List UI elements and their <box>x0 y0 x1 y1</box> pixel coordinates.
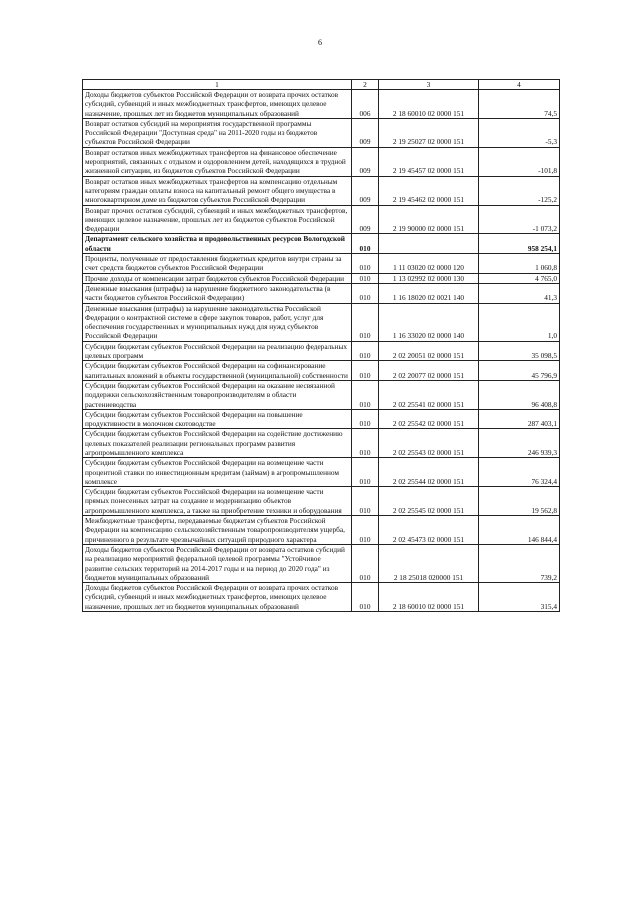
row-description: Субсидии бюджетам субъектов Российской Федерации на реализацию федеральных целевых программ <box>83 341 352 361</box>
row-budget-code: 1 16 33020 02 0000 140 <box>379 303 479 341</box>
row-budget-code: 2 19 25027 02 0000 151 <box>379 118 479 147</box>
row-budget-code: 1 13 02992 02 0000 130 <box>379 273 479 283</box>
row-budget-code: 2 18 60010 02 0000 151 <box>379 90 479 119</box>
row-description: Субсидии бюджетам субъектов Российской Федерации на повышение продуктивности в молочном скотоводстве <box>83 409 352 429</box>
row-admin-code: 010 <box>352 341 379 361</box>
row-admin-code: 010 <box>352 583 379 612</box>
row-amount: -125,2 <box>479 176 560 205</box>
table-row <box>83 429 560 458</box>
row-amount: -5,3 <box>479 118 560 147</box>
row-admin-code: 010 <box>352 283 379 303</box>
row-budget-code: 2 02 45473 02 0000 151 <box>379 516 479 545</box>
row-amount: -1 073,2 <box>479 205 560 234</box>
table-row <box>83 234 560 254</box>
row-admin-code: 009 <box>352 118 379 147</box>
row-amount: 4 765,0 <box>479 273 560 283</box>
row-amount: 739,2 <box>479 544 560 582</box>
row-amount: 45 796,9 <box>479 361 560 381</box>
table-row <box>83 273 560 283</box>
row-admin-code: 010 <box>352 303 379 341</box>
row-budget-code: 2 18 60010 02 0000 151 <box>379 583 479 612</box>
row-amount: -101,8 <box>479 147 560 176</box>
table-row <box>83 487 560 516</box>
row-description: Межбюджетные трансферты, передаваемые бюджетам субъектов Российской Федерации на компенсацию сельскохозяйственным товаропроизводителям ущерба, причиненного в результате чрезвычайных ситуаций природного характера <box>83 516 352 545</box>
table-row <box>83 409 560 429</box>
row-admin-code: 009 <box>352 176 379 205</box>
row-admin-code: 006 <box>352 90 379 119</box>
row-description: Доходы бюджетов субъектов Российской Федерации от возврата прочих остатков субсидий, субвенций и иных межбюджетных трансфертов, имеющих целевое назначение, прошлых лет из бюджетов муниципальных образований <box>83 583 352 612</box>
row-amount: 76 324,4 <box>479 458 560 487</box>
row-admin-code: 010 <box>352 409 379 429</box>
row-admin-code: 010 <box>352 429 379 458</box>
row-admin-code: 010 <box>352 361 379 381</box>
row-budget-code: 2 19 45462 02 0000 151 <box>379 176 479 205</box>
row-description: Субсидии бюджетам субъектов Российской Федерации на возмещение части процентной ставки по инвестиционным кредитам (займам) в агропромышленном комплексе <box>83 458 352 487</box>
row-description: Департамент сельского хозяйства и продовольственных ресурсов Вологодской области <box>83 234 352 254</box>
row-description: Денежные взыскания (штрафы) за нарушение бюджетного законодательства (в части бюджетов субъектов Российской Федерации) <box>83 283 352 303</box>
row-amount: 41,3 <box>479 283 560 303</box>
row-description: Субсидии бюджетам субъектов Российской Федерации на софинансирование капитальных вложений в объекты государственной (муниципальной) собственности <box>83 361 352 381</box>
row-budget-code <box>379 234 479 254</box>
row-admin-code: 010 <box>352 380 379 409</box>
row-amount: 19 562,8 <box>479 487 560 516</box>
row-admin-code: 010 <box>352 254 379 274</box>
page-number: 6 <box>318 38 322 47</box>
row-amount: 35 098,5 <box>479 341 560 361</box>
row-description: Доходы бюджетов субъектов Российской Федерации от возврата остатков субсидий на реализацию мероприятий федеральной целевой программы "Устойчивое развитие сельских территорий на 2014-2017 годы и на период до 2020 года" из бюджетов муниципальных образований <box>83 544 352 582</box>
row-amount: 1,0 <box>479 303 560 341</box>
row-budget-code: 2 02 25542 02 0000 151 <box>379 409 479 429</box>
row-budget-code: 2 02 25541 02 0000 151 <box>379 380 479 409</box>
row-amount: 74,5 <box>479 90 560 119</box>
column-header-4: 4 <box>479 80 560 90</box>
row-admin-code: 010 <box>352 544 379 582</box>
table-row <box>83 341 560 361</box>
row-description: Возврат остатков иных межбюджетных трансфертов на компенсацию отдельным категориям граждан оплаты взноса на капитальный ремонт общего имущества в многоквартирном доме из бюджетов субъектов Российской Федерации <box>83 176 352 205</box>
row-admin-code: 010 <box>352 487 379 516</box>
row-amount: 287 403,1 <box>479 409 560 429</box>
row-budget-code: 2 19 90000 02 0000 151 <box>379 205 479 234</box>
table-row <box>83 380 560 409</box>
row-amount: 246 939,3 <box>479 429 560 458</box>
row-budget-code: 2 18 25018 020000 151 <box>379 544 479 582</box>
row-admin-code: 010 <box>352 516 379 545</box>
row-admin-code: 009 <box>352 205 379 234</box>
row-amount: 96 408,8 <box>479 380 560 409</box>
row-budget-code: 2 02 25543 02 0000 151 <box>379 429 479 458</box>
column-header-2: 2 <box>352 80 379 90</box>
table-row <box>83 544 560 582</box>
row-admin-code: 009 <box>352 147 379 176</box>
row-amount: 315,4 <box>479 583 560 612</box>
row-amount: 1 060,8 <box>479 254 560 274</box>
table-row <box>83 361 560 381</box>
row-description: Субсидии бюджетам субъектов Российской Федерации на возмещение части прямых понесенных затрат на создание и модернизацию объектов агропромышленного комплекса, а также на приобретение техники и оборудования <box>83 487 352 516</box>
row-budget-code: 1 11 03020 02 0000 120 <box>379 254 479 274</box>
row-budget-code: 1 16 18020 02 0021 140 <box>379 283 479 303</box>
row-description: Субсидии бюджетам субъектов Российской Федерации на оказание несвязанной поддержки сельскохозяйственным товаропроизводителям в области растениеводства <box>83 380 352 409</box>
table-row <box>83 283 560 303</box>
column-header-1: 1 <box>83 80 352 90</box>
row-budget-code: 2 02 25545 02 0000 151 <box>379 487 479 516</box>
table-body <box>83 90 560 612</box>
row-description: Возврат остатков субсидий на мероприятия государственной программы Российской Федерации "Доступная среда" на 2011-2020 годы из бюджетов субъектов Российской Федерации <box>83 118 352 147</box>
row-description: Доходы бюджетов субъектов Российской Федерации от возврата прочих остатков субсидий, субвенций и иных межбюджетных трансфертов, имеющих целевое назначение, прошлых лет из бюджетов муниципальных образований <box>83 90 352 119</box>
table-row <box>83 254 560 274</box>
table-row <box>83 205 560 234</box>
column-header-3: 3 <box>379 80 479 90</box>
table-row <box>83 118 560 147</box>
row-description: Денежные взыскания (штрафы) за нарушение законодательства Российской Федерации о контрактной системе в сфере закупок товаров, работ, услуг для обеспечения государственных и муниципальных нужд для нужд субъектов Российской Федерации <box>83 303 352 341</box>
row-budget-code: 2 19 45457 02 0000 151 <box>379 147 479 176</box>
table-row <box>83 583 560 612</box>
row-description: Субсидии бюджетам субъектов Российской Федерации на содействие достижению целевых показателей реализации региональных программ развития агропромышленного комплекса <box>83 429 352 458</box>
row-description: Возврат остатков иных межбюджетных трансфертов на финансовое обеспечение мероприятий, связанных с отдыхом и оздоровлением детей, находящихся в трудной жизненной ситуации, из бюджетов субъектов Российской Федерации <box>83 147 352 176</box>
table-row <box>83 303 560 341</box>
table-row <box>83 458 560 487</box>
row-budget-code: 2 02 20051 02 0000 151 <box>379 341 479 361</box>
table-row <box>83 176 560 205</box>
row-description: Проценты, полученные от предоставления бюджетных кредитов внутри страны за счет средств бюджетов субъектов Российской Федерации <box>83 254 352 274</box>
table-header-row <box>83 80 560 90</box>
table-row <box>83 90 560 119</box>
row-budget-code: 2 02 20077 02 0000 151 <box>379 361 479 381</box>
row-amount: 958 254,1 <box>479 234 560 254</box>
row-admin-code: 010 <box>352 273 379 283</box>
row-budget-code: 2 02 25544 02 0000 151 <box>379 458 479 487</box>
revenue-table <box>82 79 560 612</box>
row-amount: 146 844,4 <box>479 516 560 545</box>
row-admin-code: 010 <box>352 234 379 254</box>
row-admin-code: 010 <box>352 458 379 487</box>
table-row <box>83 516 560 545</box>
table-row <box>83 147 560 176</box>
row-description: Прочие доходы от компенсации затрат бюджетов субъектов Российской Федерации <box>83 273 352 283</box>
row-description: Возврат прочих остатков субсидий, субвенций и иных межбюджетных трансфертов, имеющих целевое назначение, прошлых лет из бюджетов субъектов Российской Федерации <box>83 205 352 234</box>
